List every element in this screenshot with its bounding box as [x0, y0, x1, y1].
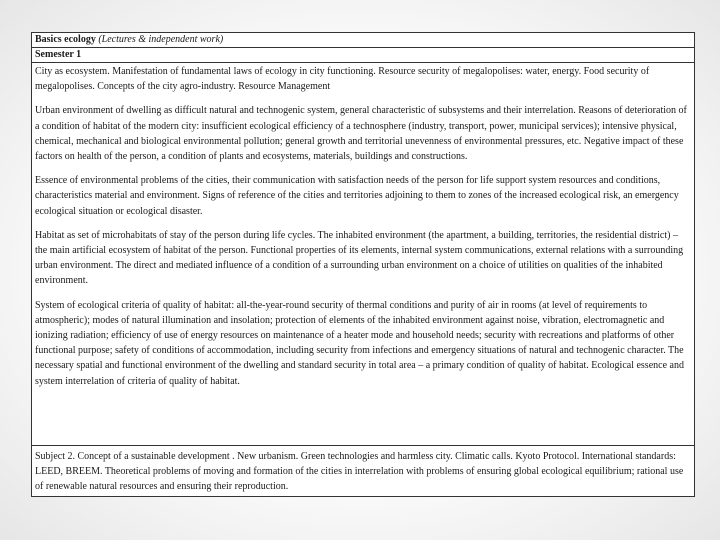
paragraph-city-ecosystem: City as ecosystem. Manifestation of fundamental laws of ecology in city functioning. Resource security of megalopolises: water, energy. Food security of megalopolises. Concepts of the city agro-industry. Resource Management	[35, 66, 650, 93]
subject-2-row	[32, 446, 694, 496]
semester-label: Semester 1	[35, 49, 82, 60]
paragraph-quality-criteria: System of ecological criteria of quality of habitat: all-the-year-round security of thermal conditions and purity of air in rooms (at level of requirements to atmospheric); modes of natural illumination and insolation; protection of elements of the inhabited environment against noise, vibration, electromagnetic and ionizing radiation; efficiency of use of energy resources on maintenance of a heater mode and household needs; security with recreations and platforms of other functional purpose; safety of conditions of accommodation, including security from infections and emergency situations of natural and technogenic character. The necessary spatial and functional environment of the dwelling and standard security in total area – a primary condition of quality of habitat. Ecological essence and system interrelation of criteria of quality of habitat.	[35, 299, 684, 387]
subject-2-text: Subject 2. Concept of a sustainable development . New urbanism. Green technologies and harmless city. Climatic calls. Kyoto Protocol. International standards: LEED, BREEM. Theoretical problems of moving and formation of the cities in interrelation with problems of ensuring global ecological equilibrium; rational use of renewable natural resources and ensuring their reproduction.	[35, 451, 684, 493]
semester-content	[32, 63, 694, 446]
paragraph-environmental-problems: Essence of environmental problems of the cities, their communication with satisfaction needs of the person for life support system resources and conditions, characteristics material and environment. Signs of reference of the cities and territories adjoining to them to zones of the increased ecological risk, an emergency ecological situation or ecological disaster.	[35, 175, 679, 217]
course-title-row	[32, 33, 694, 48]
paragraph-habitat: Habitat as set of microhabitats of stay of the person during life cycles. The inhabited environment (the apartment, a building, territories, the residential district) – the main artificial ecosystem of habitat of the person. Functional properties of its elements, internal system communications, external relations with a surrounding urban environment. The direct and mediated influence of a condition of a surrounding urban environment on a choice of utilities on qualities of the inhabited environment.	[35, 229, 684, 287]
course-title: Basics ecology	[35, 34, 96, 45]
course-table	[31, 32, 695, 497]
semester-row	[32, 48, 694, 63]
course-subtitle: (Lectures & independent work)	[98, 34, 224, 45]
paragraph-urban-environment: Urban environment of dwelling as difficult natural and technogenic system, general characteristic of subsystems and their interrelation. Reasons of deterioration of a condition of habitat of the modern city: insufficient ecological efficiency of a technosphere (industry, transport, power, municipal services); intensive physical, chemical, mechanical and biological environmental pollution; general growth and territorial unevenness of environmental pressures, etc. Negative impact of these factors on health of the person, a condition of plants and ecosystems, materials, buildings and constructions.	[35, 105, 687, 163]
